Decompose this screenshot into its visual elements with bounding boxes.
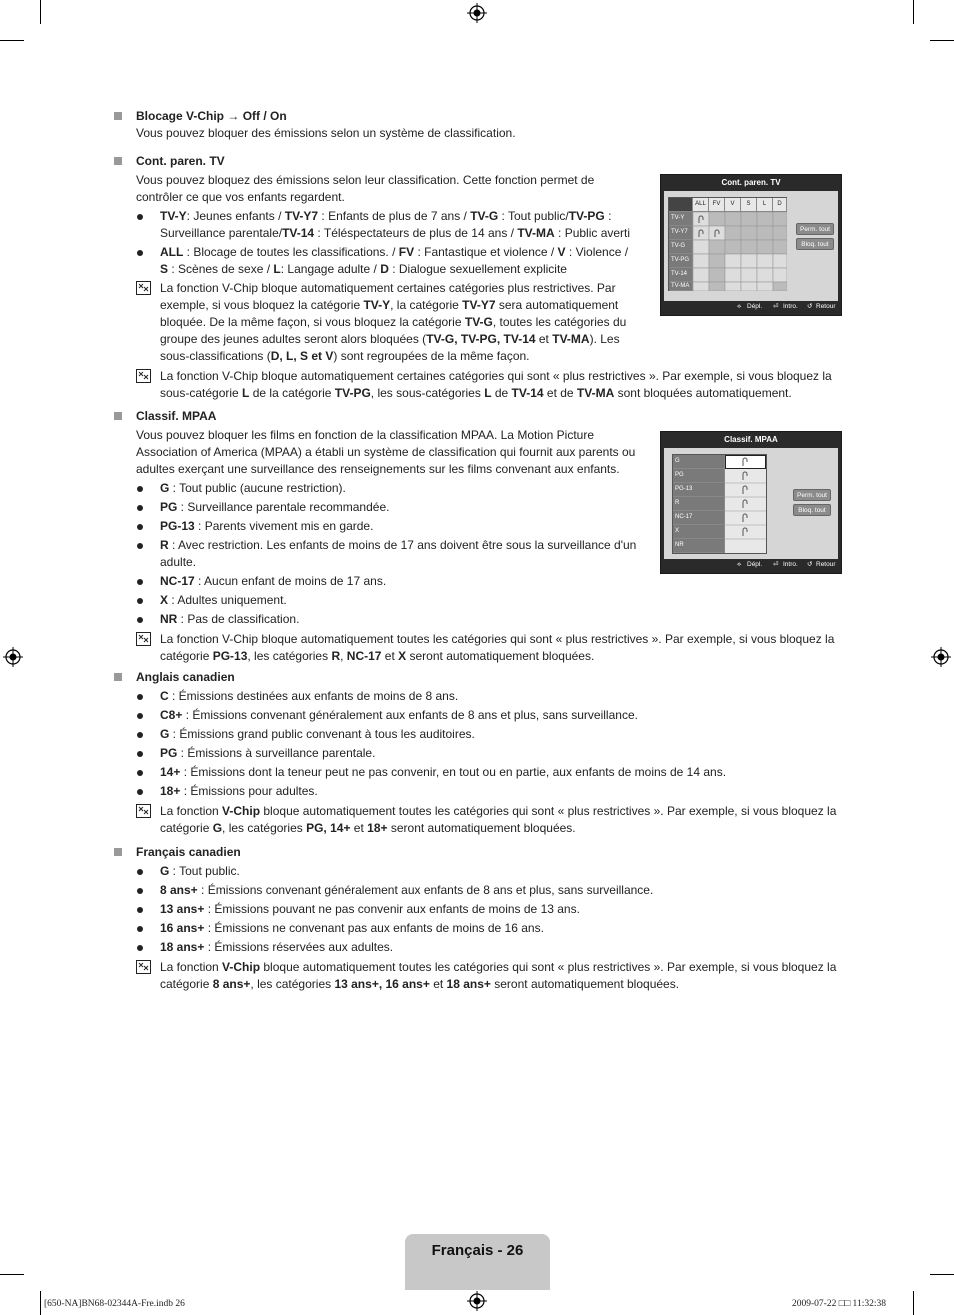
rating-row-label: NC-17 [673, 511, 725, 525]
crop-mark [913, 0, 914, 24]
return-icon: ↺ [807, 561, 813, 568]
code: TV-14 [511, 386, 544, 400]
bullet-item [114, 244, 639, 278]
bullet-dot-icon [137, 945, 143, 951]
code: X [398, 649, 407, 663]
bullet-dot-icon [137, 869, 143, 875]
text: : Blocage de toutes les classifications. / [183, 245, 399, 259]
text: : Parents vivement mis en garde. [194, 519, 374, 533]
grid-corner [669, 198, 693, 212]
text: sont bloquées automatiquement. [614, 386, 792, 400]
text: , les catégories [222, 821, 307, 835]
bullet-item [114, 611, 649, 628]
code: FV [398, 245, 415, 259]
bullet-item [114, 518, 649, 535]
text: de la catégorie [249, 386, 335, 400]
bullet-dot-icon [137, 694, 143, 700]
text: et [381, 649, 399, 663]
bullet-item [114, 592, 649, 609]
code: PG [160, 500, 178, 514]
bullet-item [114, 726, 839, 743]
osd-title: Cont. paren. TV [721, 178, 781, 187]
code: TV-PG [568, 209, 605, 223]
text: , toutes les catégories du groupe des jeunes adultes seront alors bloquées ( [160, 315, 627, 346]
block-all-button[interactable]: Bloq. tout [796, 238, 834, 250]
code: R [160, 538, 169, 552]
osd-footer [661, 557, 841, 573]
code: G [160, 481, 170, 495]
note-icon [136, 281, 151, 295]
bullet-dot-icon [137, 486, 143, 492]
arrow-glyph: → [227, 109, 240, 123]
code: 8 ans+ [212, 977, 251, 991]
code: PG-13 [212, 649, 248, 663]
code: D, L, S et V [270, 349, 334, 363]
text: : Émissions réservées aux adultes. [204, 940, 394, 954]
grid-row-label: TV-Y7 [669, 226, 693, 240]
code: TV-14 [282, 226, 315, 240]
bullet-item [114, 688, 839, 705]
code: TV-MA [552, 332, 590, 346]
heading-text: Off / On [239, 109, 287, 123]
grid-col-header: ALL [693, 198, 709, 212]
text: : Surveillance parentale/ [160, 209, 612, 240]
code: TV-PG [334, 386, 371, 400]
page-label: Français - 26 [431, 1242, 524, 1259]
text: : Émissions destinées aux enfants de moins de 8 ans. [168, 689, 459, 703]
heading-text: Anglais canadien [136, 670, 235, 684]
grid-row-label: TV-14 [669, 268, 693, 282]
bullet-item [114, 901, 839, 918]
text: : Pas de classification. [177, 612, 300, 626]
rating-row-label: R [673, 497, 725, 511]
text: : Aucun enfant de moins de 17 ans. [194, 574, 387, 588]
code: TV-Y [160, 209, 187, 223]
crop-mark [930, 1274, 954, 1275]
grid-row-label: TV-Y [669, 212, 693, 226]
registration-mark-icon [3, 647, 23, 667]
grid-col-header: V [725, 198, 741, 212]
rating-row-label: NR [673, 539, 725, 553]
text: et [535, 332, 553, 346]
section-canadian-english [114, 669, 839, 837]
note-icon [136, 369, 151, 383]
code: TV-MA [576, 386, 615, 400]
bullet-dot-icon [137, 888, 143, 894]
note-item [114, 631, 839, 665]
text: : Tout public. [169, 864, 240, 878]
tv-parental-osd-screenshot [660, 174, 842, 316]
rating-grid [668, 197, 787, 291]
text: : Téléspectateurs de plus de 14 ans / [314, 226, 518, 240]
footer-return: Retour [816, 303, 836, 310]
text: et [350, 821, 368, 835]
note-item [114, 803, 839, 837]
text: : Scènes de sexe / [168, 262, 274, 276]
bullet-dot-icon [137, 598, 143, 604]
code: 14+ [160, 765, 181, 779]
square-bullet-icon [114, 848, 122, 856]
section-vchip-lock [114, 108, 839, 142]
text: : Surveillance parentale recommandée. [177, 500, 390, 514]
bullet-dot-icon [137, 617, 143, 623]
rating-row-label: PG [673, 469, 725, 483]
code: TV-Y [363, 298, 391, 312]
text: : Émissions grand public convenant à tous les auditoires. [169, 727, 475, 741]
code: NR [160, 612, 178, 626]
crop-mark [0, 1274, 24, 1275]
text: : Dialogue sexuellement explicite [388, 262, 567, 276]
move-icon: ⟡ [737, 561, 742, 568]
note-item [114, 959, 839, 993]
code: S [160, 262, 169, 276]
bullet-dot-icon [137, 713, 143, 719]
text: : Émissions dont la teneur peut ne pas convenir, en tout ou en partie, aux enfants de moins de 14 ans. [180, 765, 727, 779]
note-icon [136, 632, 151, 646]
text: bloque automatiquement toutes les catégories qui sont « plus restrictives ». Par exemple, si vous bloquez la catégorie [160, 804, 837, 835]
text: : Émissions pouvant ne pas convenir aux enfants de moins de 13 ans. [204, 902, 580, 916]
text: : Fantastique et violence / [414, 245, 558, 259]
text: , [340, 649, 347, 663]
text: bloque automatiquement toutes les catégories qui sont « plus restrictives ». Par exemple, si vous bloquez la catégorie [160, 960, 837, 991]
square-bullet-icon [114, 673, 122, 681]
osd-panel [664, 191, 838, 301]
bullet-dot-icon [137, 751, 143, 757]
text: : Enfants de plus de 7 ans / [318, 209, 471, 223]
text: seront automatiquement bloquées. [406, 649, 595, 663]
bullet-item [114, 499, 649, 516]
text: : Émissions pour adultes. [180, 784, 318, 798]
square-bullet-icon [114, 412, 122, 420]
code: PG-13 [160, 519, 195, 533]
return-icon: ↺ [807, 303, 813, 310]
bullet-item [114, 764, 839, 781]
code: C [160, 689, 169, 703]
heading-text: Classif. MPAA [136, 409, 217, 423]
text: : Violence / [565, 245, 629, 259]
text: : Émissions à surveillance parentale. [177, 746, 376, 760]
code: G [160, 864, 170, 878]
bullet-dot-icon [137, 250, 143, 256]
text: de [491, 386, 512, 400]
bullet-dot-icon [137, 543, 143, 549]
section-heading [114, 108, 839, 125]
crop-mark [40, 1291, 41, 1315]
footer-move: Dépl. [747, 303, 763, 310]
heading-text: Blocage V-Chip [136, 109, 228, 123]
section-intro: Vous pouvez bloquez des émissions selon leur classification. Cette fonction permet de contrôler ce que vos enfants regardent. [136, 173, 595, 204]
rating-row-label: X [673, 525, 725, 539]
section-canadian-french [114, 844, 839, 993]
text: La fonction V-Chip bloque automatiquement certaines catégories qui sont « plus restrictives ». Par exemple, si vous bloquez la sous-catégorie [160, 369, 832, 400]
code: C8+ [160, 708, 183, 722]
print-slug-right: 2009-07-22 □□ 11:32:38 [792, 1299, 886, 1309]
code: 13 ans+ [160, 902, 205, 916]
code: 8 ans+ [160, 883, 198, 897]
allow-all-button[interactable]: Perm. tout [796, 223, 834, 235]
crop-mark [930, 40, 954, 41]
code: 18+ [160, 784, 181, 798]
registration-mark-icon [467, 3, 487, 23]
text: seront automatiquement bloquées. [387, 821, 576, 835]
footer-return: Retour [816, 561, 836, 568]
note-item [114, 280, 639, 365]
bullet-dot-icon [137, 214, 143, 220]
grid-row-label: TV-MA [669, 282, 693, 291]
code: 18+ [367, 821, 388, 835]
section-intro: Vous pouvez bloquer les films en fonction de la classification MPAA. La Motion Picture Association of America (MPAA) a établi un système de classification qui fournit aux parents ou adultes exerçant une surveillance des renseignements sur les films convenant aux enfants. [136, 428, 636, 476]
move-icon: ⟡ [737, 303, 742, 310]
text: , la catégorie [390, 298, 463, 312]
code: ALL [160, 245, 184, 259]
enter-icon: ⏎ [773, 561, 779, 568]
text: : Tout public/ [498, 209, 569, 223]
bullet-item [114, 745, 839, 762]
text: seront automatiquement bloquées. [490, 977, 680, 991]
code: X [160, 593, 169, 607]
bullet-item [114, 882, 839, 899]
note-icon [136, 960, 151, 974]
text: et [429, 977, 447, 991]
registration-mark-icon [931, 647, 951, 667]
code: V [557, 245, 566, 259]
footer-move: Dépl. [747, 561, 763, 568]
bullet-item [114, 537, 649, 571]
section-heading [114, 669, 839, 686]
text: La fonction [160, 804, 223, 818]
code: 13 ans+, 16 ans+ [334, 977, 430, 991]
code: V-Chip [222, 960, 261, 974]
bullet-dot-icon [137, 789, 143, 795]
section-heading [114, 844, 839, 861]
code: TV-G, TV-PG, TV-14 [426, 332, 536, 346]
enter-icon: ⏎ [773, 303, 779, 310]
bullet-dot-icon [137, 524, 143, 530]
code: G [212, 821, 223, 835]
block-all-button[interactable]: Bloq. tout [793, 504, 831, 516]
bullet-dot-icon [137, 505, 143, 511]
text: , les catégories [247, 649, 332, 663]
bullet-item [114, 783, 839, 800]
osd-title: Classif. MPAA [724, 435, 778, 444]
code: 18 ans+ [446, 977, 491, 991]
text: sera automatiquement bloquée. De la même façon, si vous bloquez la catégorie [160, 298, 619, 329]
bullet-dot-icon [137, 926, 143, 932]
bullet-dot-icon [137, 732, 143, 738]
allow-all-button[interactable]: Perm. tout [793, 489, 831, 501]
heading-text: Français canadien [136, 845, 241, 859]
text: : Jeunes enfants / [186, 209, 285, 223]
code: G [160, 727, 170, 741]
section-heading [114, 408, 839, 425]
lock-column [725, 455, 766, 553]
text: ) sont regroupées de la même façon. [333, 349, 530, 363]
section-description: Vous pouvez bloquer des émissions selon un système de classification. [136, 126, 516, 140]
heading-text: Cont. paren. TV [136, 154, 225, 168]
grid-row-label: TV-G [669, 240, 693, 254]
osd-footer [661, 299, 841, 315]
osd-panel [664, 448, 838, 559]
text: : Émissions ne convenant pas aux enfants de moins de 16 ans. [204, 921, 544, 935]
text: La fonction [160, 960, 223, 974]
section-heading [114, 153, 839, 170]
text: : Émissions convenant généralement aux enfants de 8 ans et plus, sans surveillance. [197, 883, 654, 897]
rating-row-label: G [673, 455, 725, 469]
text: : Langage adulte / [280, 262, 381, 276]
bullet-item [114, 863, 839, 880]
bullet-item [114, 208, 639, 242]
bullet-dot-icon [137, 770, 143, 776]
text: ). Les sous-classifications ( [160, 332, 620, 363]
bullet-item [114, 939, 839, 956]
bullet-item [114, 920, 839, 937]
rating-list [672, 454, 767, 554]
grid-col-header: FV [709, 198, 725, 212]
code: R [331, 649, 341, 663]
square-bullet-icon [114, 157, 122, 165]
code: NC-17 [346, 649, 382, 663]
text: : Tout public (aucune restriction). [169, 481, 346, 495]
text: : Avec restriction. Les enfants de moins de 17 ans doivent être sous la surveillance d'un adulte. [160, 538, 637, 569]
code: TV-Y7 [462, 298, 496, 312]
grid-row-label: TV-PG [669, 254, 693, 268]
footer-enter: Intro. [783, 303, 798, 310]
code: L [242, 386, 250, 400]
text: et de [543, 386, 577, 400]
code: TV-Y7 [284, 209, 319, 223]
code: PG, 14+ [306, 821, 351, 835]
grid-col-header: S [741, 198, 757, 212]
bullet-dot-icon [137, 907, 143, 913]
grid-col-header: D [773, 198, 787, 212]
grid-col-header: L [757, 198, 773, 212]
footer-enter: Intro. [783, 561, 798, 568]
code: V-Chip [222, 804, 261, 818]
square-bullet-icon [114, 112, 122, 120]
text: : Public averti [554, 226, 631, 240]
code: D [380, 262, 389, 276]
text: La fonction V-Chip bloque automatiquement toutes les catégories qui sont « plus restrictives ». Par exemple, si vous bloquez la catégorie [160, 632, 835, 663]
grid-body [693, 212, 787, 291]
code: L [273, 262, 281, 276]
bullet-item [114, 480, 649, 497]
crop-mark [0, 40, 24, 41]
page-number-tab [405, 1234, 550, 1290]
code: 18 ans+ [160, 940, 205, 954]
code: NC-17 [160, 574, 195, 588]
text: : Adultes uniquement. [168, 593, 287, 607]
code: L [484, 386, 492, 400]
text: : Émissions convenant généralement aux enfants de 8 ans et plus, sans surveillance. [182, 708, 638, 722]
text: , les sous-catégories [370, 386, 485, 400]
text: La fonction V-Chip bloque automatiquement certaines catégories plus restrictives. Par exemple, si vous bloquez la catégorie [160, 281, 616, 312]
note-icon [136, 804, 151, 818]
crop-mark [40, 0, 41, 24]
print-slug-left: [650-NA]BN68-02344A-Fre.indb 26 [44, 1299, 185, 1309]
code: TV-G [464, 315, 493, 329]
bullet-dot-icon [137, 579, 143, 585]
code: TV-MA [517, 226, 555, 240]
crop-mark [913, 1291, 914, 1315]
code: PG [160, 746, 178, 760]
rating-row-label: PG-13 [673, 483, 725, 497]
code: TV-G [470, 209, 499, 223]
code: 16 ans+ [160, 921, 205, 935]
registration-mark-icon [467, 1291, 487, 1311]
note-item [114, 368, 839, 402]
bullet-item [114, 573, 649, 590]
text: , les catégories [250, 977, 335, 991]
mpaa-osd-screenshot [660, 431, 842, 574]
bullet-item [114, 707, 839, 724]
